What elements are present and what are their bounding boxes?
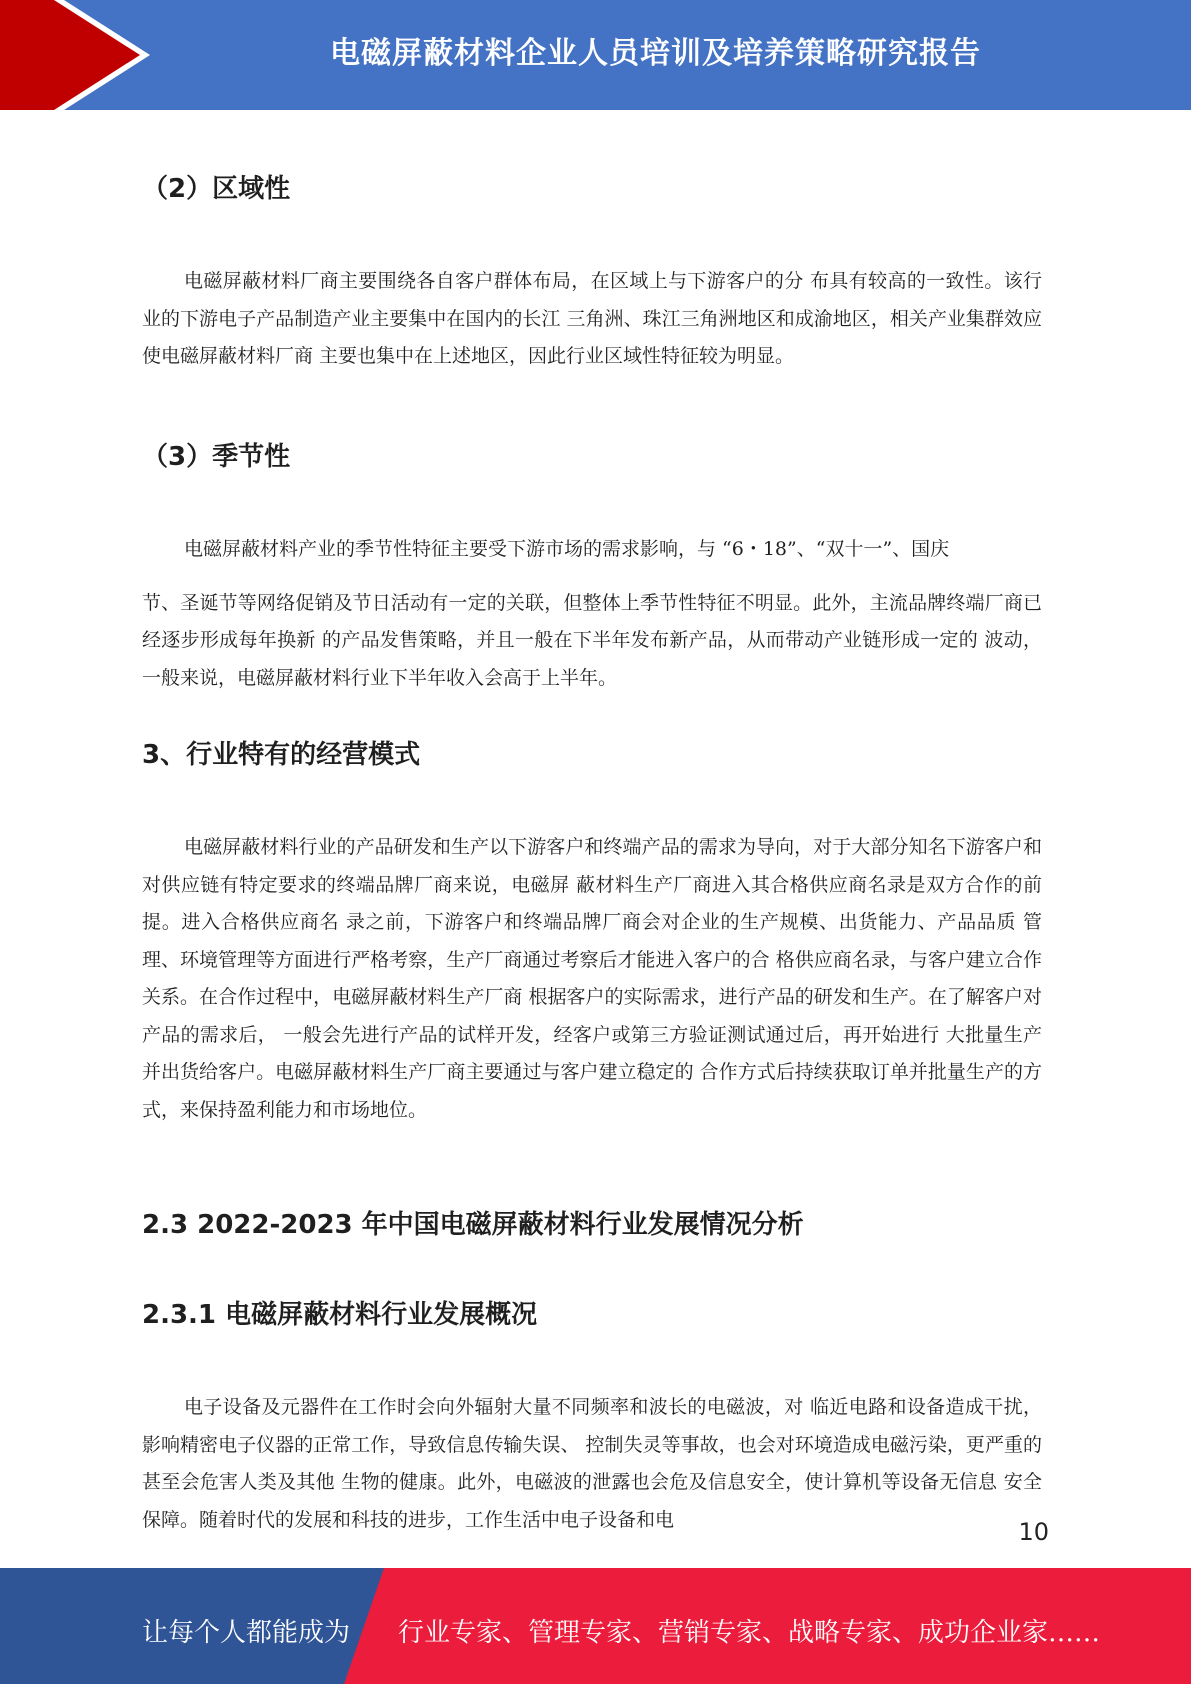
section-business-model bbox=[142, 734, 1042, 1129]
report-title: 电磁屏蔽材料企业人员培训及培养策略研究报告 bbox=[330, 36, 981, 71]
section-paragraph: 电子设备及元器件在工作时会向外辐射大量不同频率和波长的电磁波，对 临近电路和设备造成干扰，影响精密电子仪器的正常工作，导致信息传输失误、 控制失灵等事故，也会对环境造成电磁污染，更严重的甚至会危害人类及其他 生物的健康。此外，电磁波的泄露也会危及信息安全，使计算机等设备无信息 安全保障。随着时代的发展和科技的进步，工作生活中电子设备和电 bbox=[142, 1396, 1042, 1531]
section-paragraph: 电磁屏蔽材料产业的季节性特征主要受下游市场的需求影响，与 “6・18”、“双十一”、国庆 bbox=[184, 538, 950, 560]
section-heading: 2.3 2022-2023 年中国电磁屏蔽材料行业发展情况分析 bbox=[142, 1210, 804, 1240]
section-regional bbox=[142, 168, 1042, 376]
section-heading: （2）区域性 bbox=[142, 174, 291, 204]
page-footer bbox=[0, 1568, 1191, 1684]
section-paragraph: 节、圣诞节等网络促销及节日活动有一定的关联，但整体上季节性特征不明显。此外，主流品牌终端厂商已经逐步形成每年换新 的产品发售策略，并且一般在下半年发布新产品，从而带动产业链形成一定的 波动，一般来说，电磁屏蔽材料行业下半年收入会高于上半年。 bbox=[142, 591, 1042, 689]
section-paragraph: 电磁屏蔽材料行业的产品研发和生产以下游客户和终端产品的需求为导向，对于大部分知名下游客户和对供应链有特定要求的终端品牌厂商来说，电磁屏 蔽材料生产厂商进入其合格供应商名录是双方合作的前提。进入合格供应商名 录之前，下游客户和终端品牌厂商会对企业的生产规模、出货能力、产品品质 管理、环境管理等方面进行严格考察，生产厂商通过考察后才能进入客户的合 格供应商名录，与客户建立合作关系。在合作过程中，电磁屏蔽材料生产厂商 根据客户的实际需求，进行产品的研发和生产。在了解客户对产品的需求后， 一般会先进行产品的试样开发，经客户或第三方验证测试通过后，再开始进行 大批量生产并出货给客户。电磁屏蔽材料生产厂商主要通过与客户建立稳定的 合作方式后持续获取订单并批量生产的方式，来保持盈利能力和市场地位。 bbox=[142, 836, 1042, 1121]
section-industry-analysis bbox=[142, 1204, 1042, 1241]
section-paragraph: 电磁屏蔽材料厂商主要围绕各自客户群体布局，在区域上与下游客户的分 布具有较高的一致性。该行业的下游电子产品制造产业主要集中在国内的长江 三角洲、珠江三角洲地区和成渝地区，相关产业集群效应使电磁屏蔽材料厂商 主要也集中在上述地区，因此行业区域性特征较为明显。 bbox=[142, 270, 1042, 367]
section-industry-overview bbox=[142, 1294, 1042, 1539]
footer-slogan-left: 让每个人都能成为 bbox=[142, 1618, 351, 1648]
page-number: 10 bbox=[1018, 1518, 1049, 1546]
section-heading: （3）季节性 bbox=[142, 442, 291, 472]
section-heading: 3、行业特有的经营模式 bbox=[142, 740, 421, 770]
page-header bbox=[0, 0, 1191, 110]
footer-slogan-right: 行业专家、管理专家、营销专家、战略专家、成功企业家…… bbox=[398, 1618, 1101, 1648]
section-heading: 2.3.1 电磁屏蔽材料行业发展概况 bbox=[142, 1300, 538, 1330]
section-seasonal bbox=[142, 436, 1042, 697]
